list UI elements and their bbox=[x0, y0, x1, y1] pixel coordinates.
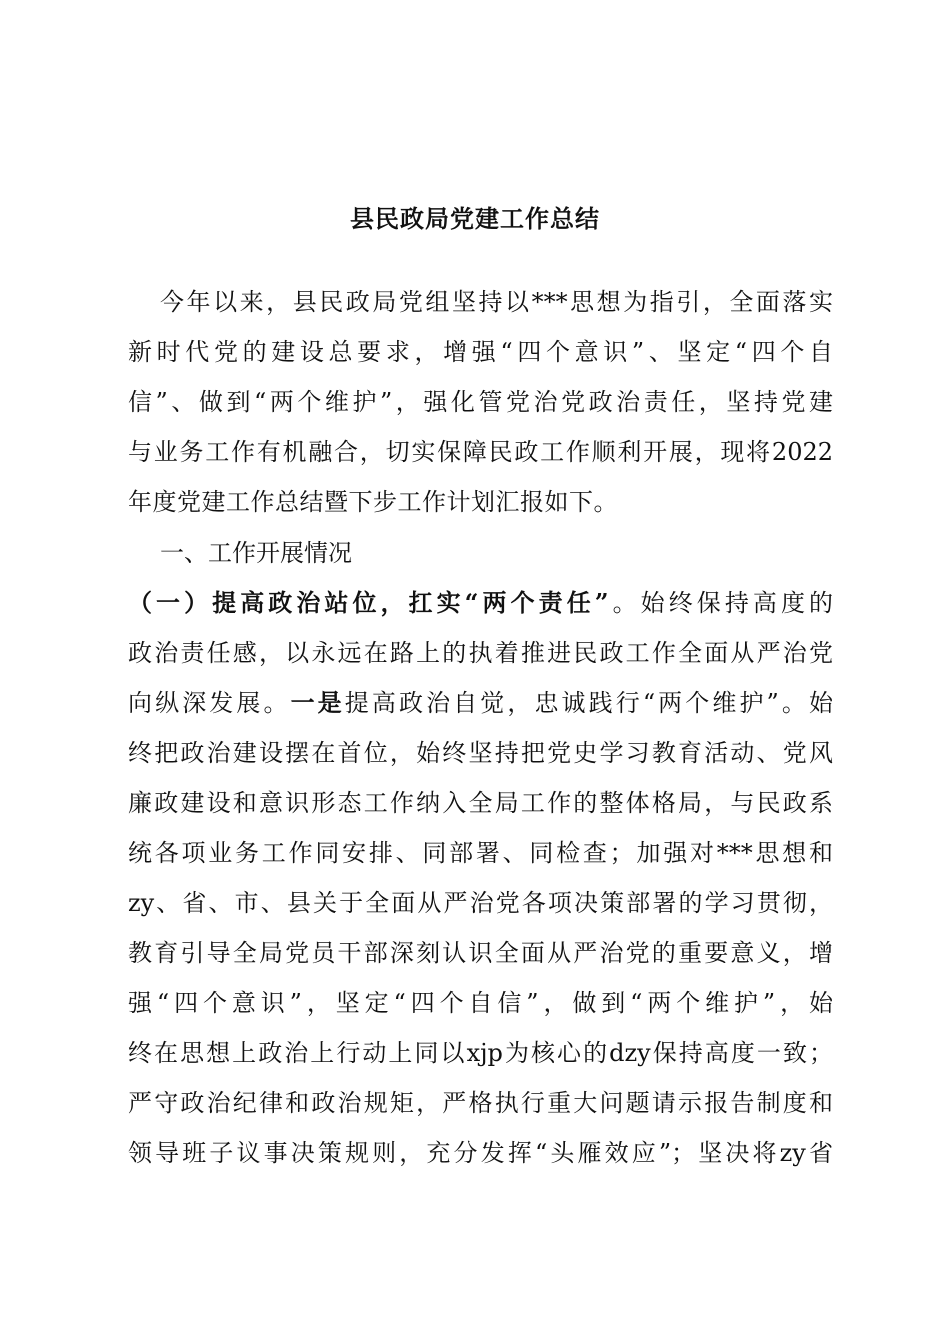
section-heading: 一、工作开展情况 bbox=[160, 539, 352, 567]
document-title: 县民政局党建工作总结 bbox=[350, 204, 600, 233]
subsection-heading-line bbox=[128, 583, 833, 623]
body-line: zy、省、市、县关于全面从严治党各项决策部署的学习贯彻， bbox=[128, 889, 833, 917]
body-line: 领导班子议事决策规则，充分发挥“头雁效应”；坚决将zy省 bbox=[128, 1139, 833, 1167]
body-line: 教育引导全局党员干部深刻认识全面从严治党的重要意义，增 bbox=[128, 939, 833, 967]
intro-line: 信”、做到“两个维护”，强化管党治党政治责任，坚持党建 bbox=[128, 388, 833, 416]
body-line bbox=[128, 683, 833, 723]
intro-line: 新时代党的建设总要求，增强“四个意识”、坚定“四个自 bbox=[128, 338, 833, 366]
bold-marker: 一是 bbox=[290, 688, 345, 717]
body-line: 政治责任感，以永远在路上的执着推进民政工作全面从严治党 bbox=[128, 639, 833, 667]
body-line: 严守政治纪律和政治规矩，严格执行重大问题请示报告制度和 bbox=[128, 1089, 833, 1117]
body-line: 终把政治建设摆在首位，始终坚持把党史学习教育活动、党风 bbox=[128, 739, 833, 767]
intro-line: 与业务工作有机融合，切实保障民政工作顺利开展，现将2022 bbox=[128, 438, 833, 466]
body-line: 终在思想上政治上行动上同以xjp为核心的dzy保持高度一致； bbox=[128, 1039, 833, 1067]
intro-line: 今年以来，县民政局党组坚持以***思想为指引，全面落实 bbox=[160, 288, 833, 316]
body-text: 提高政治自觉，忠诚践行“两个维护”。始 bbox=[344, 689, 833, 717]
body-line: 强“四个意识”，坚定“四个自信”，做到“两个维护”，始 bbox=[128, 989, 833, 1017]
body-text: 向纵深发展。 bbox=[128, 689, 291, 717]
intro-line: 年度党建工作总结暨下步工作计划汇报如下。 bbox=[128, 488, 618, 516]
body-line: 廉政建设和意识形态工作纳入全局工作的整体格局，与民政系 bbox=[128, 789, 833, 817]
subsection-heading: （一）提高政治站位，扛实“两个责任” bbox=[128, 588, 609, 617]
subsection-text: 。始终保持高度的 bbox=[608, 589, 833, 617]
body-line: 统各项业务工作同安排、同部署、同检查；加强对***思想和 bbox=[128, 839, 833, 867]
